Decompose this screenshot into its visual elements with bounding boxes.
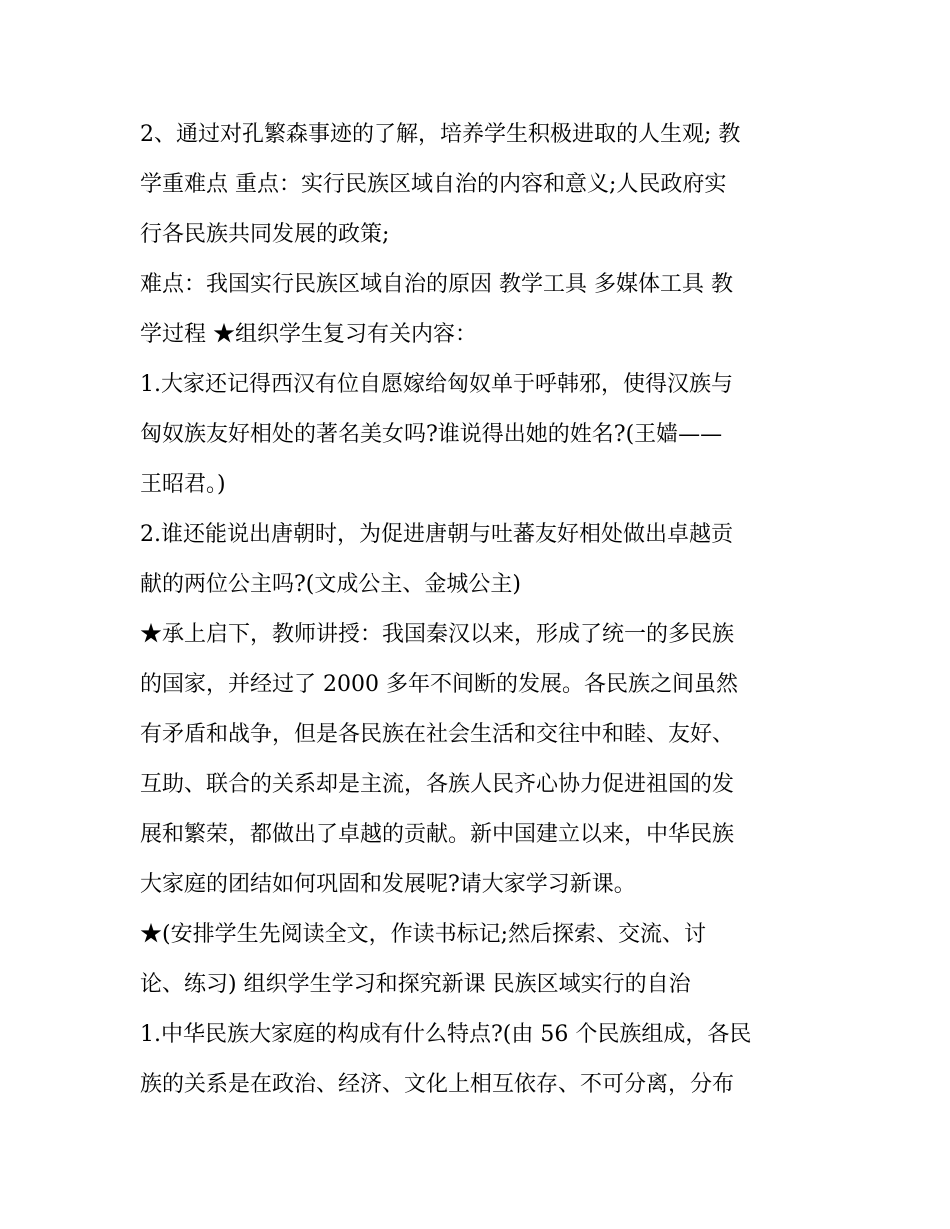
text-line: 难点：我国实行民族区域自治的原因 教学工具 多媒体工具 教 [140,272,733,297]
text-line: 2.谁还能说出唐朝时，为促进唐朝与吐蕃友好相处做出卓越贡 [140,522,733,547]
text-line: 大家庭的团结如何巩固和发展呢?请大家学习新课。 [140,872,636,897]
text-line: 献的两位公主吗?(文成公主、金城公主) [140,572,521,597]
text-line: ★(安排学生先阅读全文，作读书标记;然后探索、交流、讨 [140,922,706,947]
text-line: 1.中华民族大家庭的构成有什么特点?(由 56 个民族组成，各民 [140,1022,752,1047]
text-line: 有矛盾和战争，但是各民族在社会生活和交往中和睦、友好、 [140,722,735,747]
document-body [140,110,820,1110]
text-line: 学过程 ★组织学生复习有关内容： [140,322,477,347]
text-line: 行各民族共同发展的政策; [140,222,390,247]
text-line: 的国家，并经过了 2000 多年不间断的发展。各民族之间虽然 [140,672,738,697]
text-line: 互助、联合的关系却是主流，各族人民齐心协力促进祖国的发 [140,772,735,797]
text-line: 1.大家还记得西汉有位自愿嫁给匈奴单于呼韩邪，使得汉族与 [140,372,733,397]
text-line: 2、通过对孔繁森事迹的了解，培养学生积极进取的人生观; 教 [140,122,741,147]
text-line: 学重难点 重点：实行民族区域自治的内容和意义;人民政府实 [140,172,727,197]
text-line: 展和繁荣，都做出了卓越的贡献。新中国建立以来，中华民族 [140,822,735,847]
text-line: ★承上启下，教师讲授：我国秦汉以来，形成了统一的多民族 [140,622,735,647]
text-line: 论、练习) 组织学生学习和探究新课 民族区域实行的自治 [140,972,691,997]
text-line: 王昭君。) [140,472,226,497]
text-line: 族的关系是在政治、经济、文化上相互依存、不可分离，分布 [140,1072,735,1097]
text-line: 匈奴族友好相处的著名美女吗?谁说得出她的姓名?(王嫱—— [140,422,723,447]
